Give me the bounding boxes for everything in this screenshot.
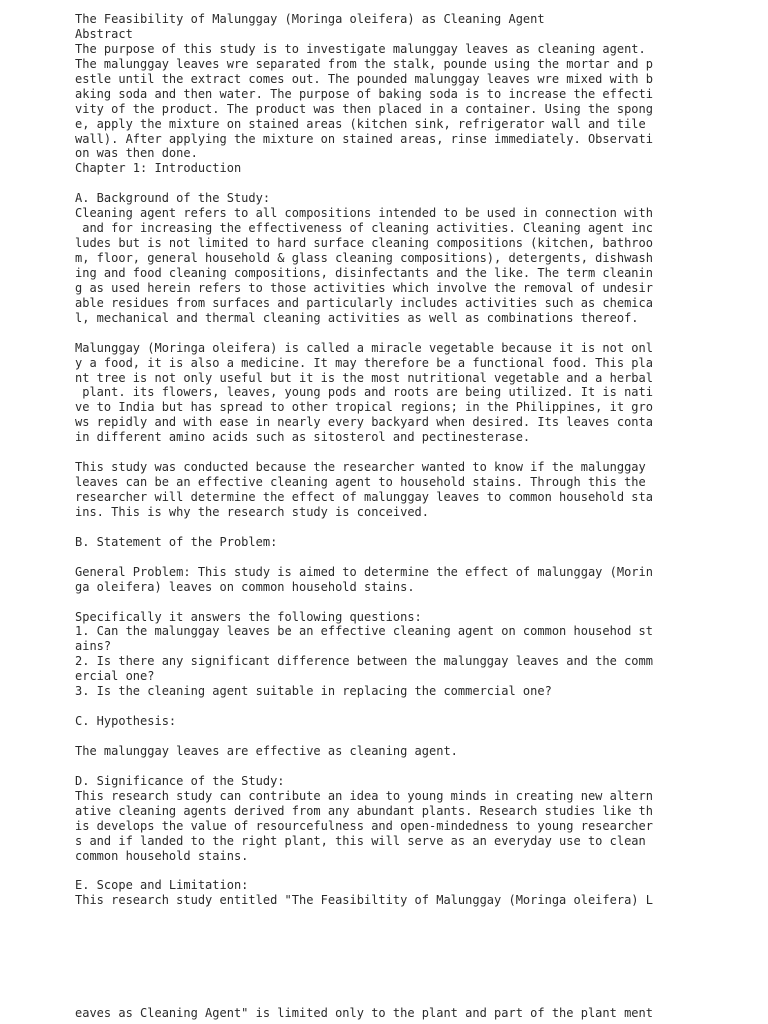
text-line: This research study can contribute an idea to young minds in creating new altern	[75, 788, 653, 803]
text-line: B. Statement of the Problem:	[75, 534, 278, 549]
text-line: Abstract	[75, 26, 133, 41]
text-line: 3. Is the cleaning agent suitable in replacing the commercial one?	[75, 684, 552, 699]
text-line	[75, 520, 755, 535]
text-line: 2. Is there any significant difference between the malunggay leaves and the comm	[75, 654, 653, 669]
text-line: aking soda and then water. The purpose of baking soda is to increase the effecti	[75, 86, 653, 101]
continuation-line: eaves as Cleaning Agent" is limited only to the plant and part of the plant ment	[75, 1006, 653, 1020]
text-line: General Problem: This study is aimed to determine the effect of malunggay (Morin	[75, 564, 653, 579]
text-line: ains?	[75, 639, 112, 654]
text-line: The purpose of this study is to investigate malunggay leaves as cleaning agent.	[75, 41, 646, 56]
text-line: in different amino acids such as sitosterol and pectinesterase.	[75, 430, 531, 445]
text-line: ve to India but has spread to other tropical regions; in the Philippines, it gro	[75, 400, 653, 415]
text-line: Malunggay (Moringa oleifera) is called a miracle vegetable because it is not onl	[75, 340, 653, 355]
text-line	[75, 326, 755, 341]
text-line	[75, 595, 755, 610]
text-line: s and if landed to the right plant, this will serve as an everyday use to clean	[75, 833, 646, 848]
text-line	[75, 699, 755, 714]
text-line: E. Scope and Limitation:	[75, 878, 249, 893]
text-line: ins. This is why the research study is conceived.	[75, 504, 430, 519]
text-line: wall). After applying the mixture on stained areas, rinse immediately. Observati	[75, 131, 653, 146]
text-line: 1. Can the malunggay leaves be an effective cleaning agent on common househod st	[75, 624, 653, 639]
text-line: e, apply the mixture on stained areas (kitchen sink, refrigerator wall and tile	[75, 116, 646, 131]
text-line: ws repidly and with ease in nearly every backyard when desired. Its leaves conta	[75, 415, 653, 430]
text-line: Chapter 1: Introduction	[75, 161, 242, 176]
text-line: ercial one?	[75, 669, 155, 684]
text-line: A. Background of the Study:	[75, 191, 271, 206]
text-line: and for increasing the effectiveness of cleaning activities. Cleaning agent inc	[75, 221, 653, 236]
text-line: ga oleifera) leaves on common household stains.	[75, 579, 415, 594]
text-line	[75, 729, 755, 744]
text-line: leaves can be an effective cleaning agent to household stains. Through this the	[75, 475, 646, 490]
text-line: on was then done.	[75, 146, 198, 161]
text-line: The malunggay leaves are effective as cleaning agent.	[75, 743, 458, 758]
text-line: This study was conducted because the researcher wanted to know if the malunggay	[75, 460, 646, 475]
text-line: ative cleaning agents derived from any abundant plants. Research studies like th	[75, 803, 653, 818]
text-line: ing and food cleaning compositions, disinfectants and the like. The term cleanin	[75, 265, 653, 280]
text-line: y a food, it is also a medicine. It may therefore be a functional food. This pla	[75, 355, 653, 370]
text-line: nt tree is not only useful but it is the most nutritional vegetable and a herbal	[75, 370, 653, 385]
text-line	[75, 445, 755, 460]
text-line: l, mechanical and thermal cleaning activities as well as combinations thereof.	[75, 310, 639, 325]
text-line	[75, 550, 755, 565]
text-line: common household stains.	[75, 848, 249, 863]
text-line: Specifically it answers the following questions:	[75, 609, 422, 624]
text-line: plant. its flowers, leaves, young pods and roots are being utilized. It is nati	[75, 385, 653, 400]
text-line: g as used herein refers to those activities which involve the removal of undesir	[75, 280, 653, 295]
text-line: Cleaning agent refers to all compositions intended to be used in connection with	[75, 206, 653, 221]
text-line	[75, 759, 755, 774]
text-line: The malunggay leaves wre separated from the stalk, pounde using the mortar and p	[75, 56, 653, 71]
text-line: D. Significance of the Study:	[75, 773, 285, 788]
text-line: able residues from surfaces and particularly includes activities such as chemica	[75, 295, 653, 310]
text-line	[75, 863, 755, 878]
text-line: is develops the value of resourcefulness and open-mindedness to young researcher	[75, 818, 653, 833]
text-line: m, floor, general household & glass cleaning compositions), detergents, dishwash	[75, 251, 653, 265]
document-body	[75, 12, 755, 908]
text-line: researcher will determine the effect of malunggay leaves to common household sta	[75, 490, 653, 504]
text-line	[75, 176, 755, 191]
text-line: This research study entitled "The Feasibiltity of Malunggay (Moringa oleifera) L	[75, 893, 653, 908]
text-line: ludes but is not limited to hard surface cleaning compositions (kitchen, bathroo	[75, 236, 653, 251]
text-line: C. Hypothesis:	[75, 714, 177, 729]
text-line: The Feasibility of Malunggay (Moringa oleifera) as Cleaning Agent	[75, 12, 545, 26]
text-line: vity of the product. The product was then placed in a container. Using the spong	[75, 101, 653, 116]
text-line: estle until the extract comes out. The pounded malunggay leaves wre mixed with b	[75, 71, 653, 86]
